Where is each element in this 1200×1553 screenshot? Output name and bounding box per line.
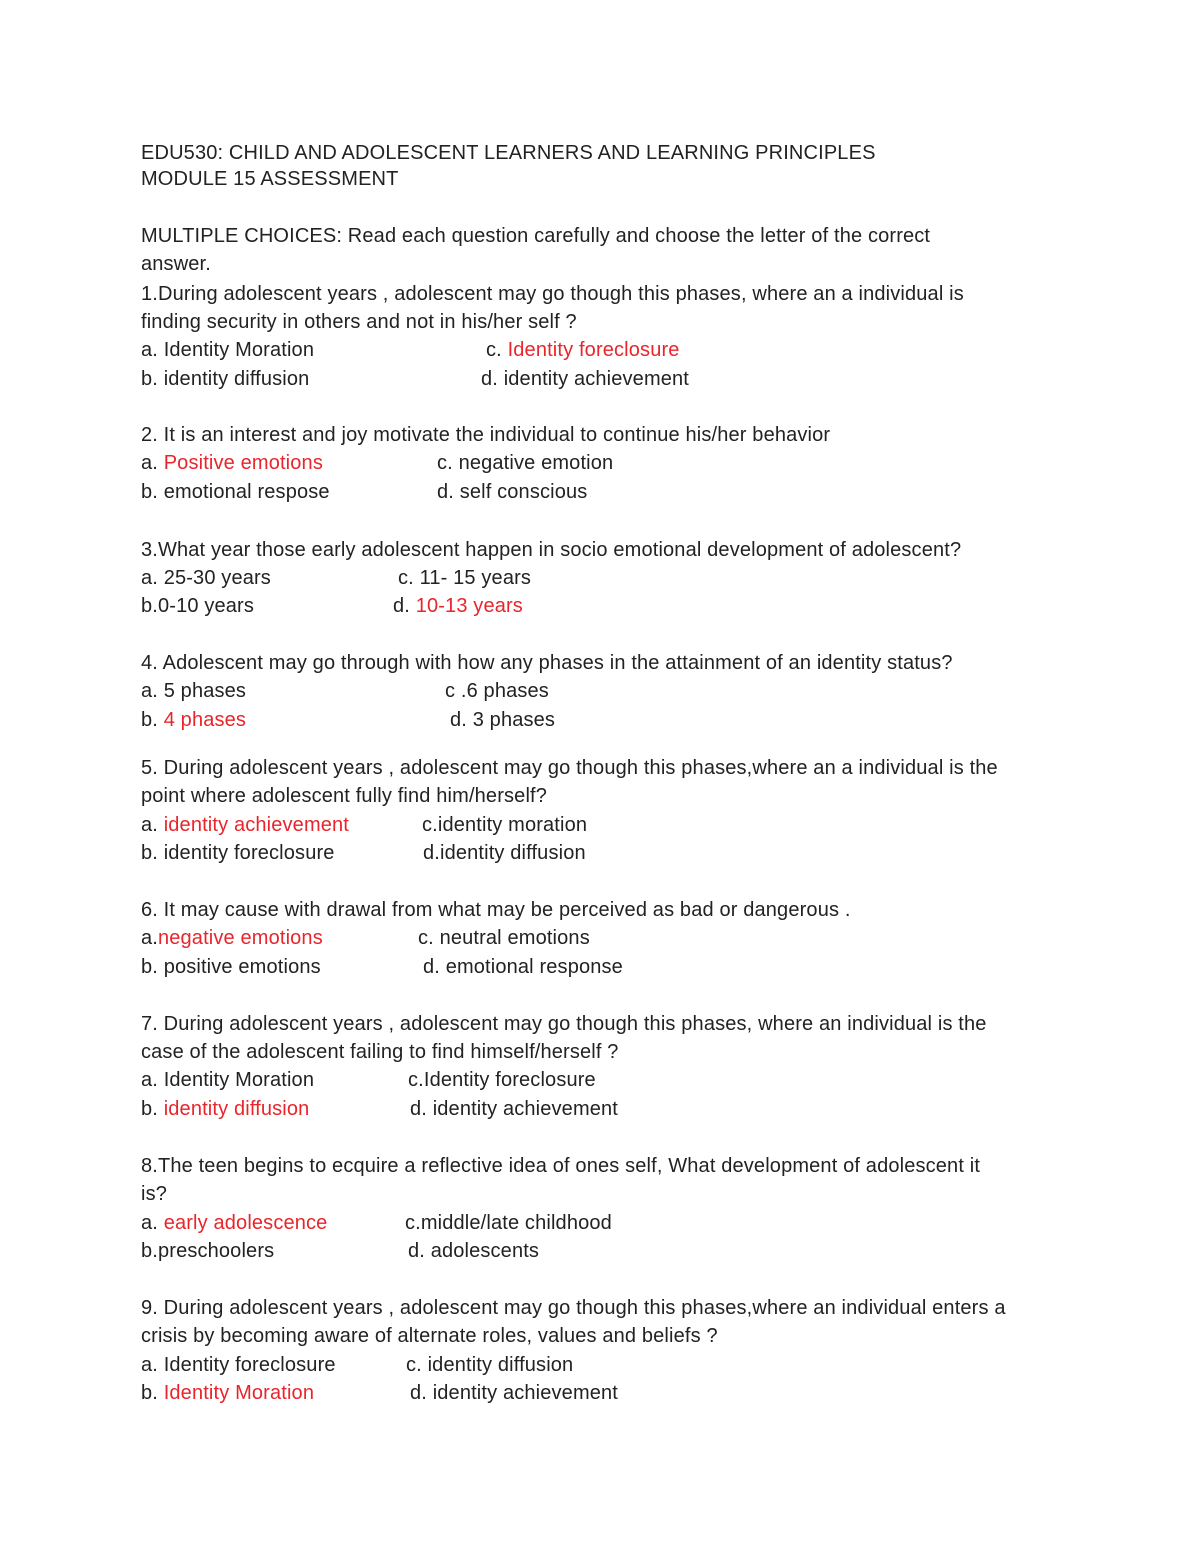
option-letter: a.: [141, 1354, 164, 1376]
option-letter: a.: [141, 814, 164, 836]
question-text: 9. During adolescent years , adolescent may go though this phases,where an individual enters a: [141, 1297, 1006, 1319]
option-text: Identity Moration: [163, 1069, 315, 1091]
option-letter: d.: [450, 709, 473, 731]
option-letter: d.: [410, 1382, 433, 1404]
option-letter: b.: [141, 1382, 164, 1404]
option-letter: b.: [141, 1240, 158, 1262]
option-a: [141, 1353, 336, 1377]
option-d: [423, 841, 586, 865]
option-text: adolescents: [430, 1240, 540, 1262]
option-a: [141, 566, 271, 590]
option-letter: c.: [405, 1212, 421, 1234]
option-c: [445, 679, 549, 703]
option-text-correct: Identity Moration: [163, 1382, 315, 1404]
option-text-correct: Identity foreclosure: [507, 339, 680, 361]
option-letter: a.: [141, 452, 164, 474]
option-letter: c.: [418, 927, 440, 949]
option-c: [422, 813, 587, 837]
option-text: identity achievement: [432, 1098, 619, 1120]
option-d: [437, 480, 587, 504]
option-a: [141, 813, 349, 837]
option-text: 0-10 years: [157, 595, 254, 617]
option-letter: b.: [141, 709, 164, 731]
option-d: [423, 955, 623, 979]
option-b: [141, 1239, 274, 1263]
option-d: [408, 1239, 539, 1263]
option-text-correct: Positive emotions: [163, 452, 323, 474]
option-d: [481, 367, 689, 391]
question-text: 4. Adolescent may go through with how any phases in the attainment of an identity status?: [141, 652, 953, 674]
option-text: negative emotion: [458, 452, 614, 474]
option-text: identity diffusion: [439, 842, 586, 864]
option-a: [141, 1211, 327, 1235]
instructions-line-2: answer.: [141, 253, 211, 275]
option-letter: b.: [141, 956, 164, 978]
question-text: is?: [141, 1183, 168, 1205]
option-letter: c .: [445, 680, 467, 702]
option-text: preschoolers: [157, 1240, 275, 1262]
option-c: [405, 1211, 612, 1235]
option-b: [141, 841, 335, 865]
option-letter: c.: [398, 567, 420, 589]
question-text: 5. During adolescent years , adolescent may go though this phases,where an a individual is the: [141, 757, 998, 779]
question-text: case of the adolescent failing to find himself/herself ?: [141, 1041, 619, 1063]
option-text: identity achievement: [432, 1382, 619, 1404]
option-text: identity achievement: [503, 368, 690, 390]
option-text-correct: 10-13 years: [415, 595, 523, 617]
option-text-correct: 4 phases: [163, 709, 247, 731]
option-text-correct: early adolescence: [163, 1212, 328, 1234]
module-title: MODULE 15 ASSESSMENT: [141, 168, 399, 190]
option-a: [141, 926, 323, 950]
option-b: [141, 1381, 314, 1405]
option-text: identity foreclosure: [163, 842, 335, 864]
option-letter: c.: [408, 1069, 424, 1091]
option-text: emotional response: [445, 956, 623, 978]
option-letter: b.: [141, 368, 164, 390]
option-letter: c.: [486, 339, 508, 361]
option-letter: d.: [437, 481, 460, 503]
option-letter: a.: [141, 927, 158, 949]
option-letter: c.: [406, 1354, 428, 1376]
option-text: identity diffusion: [427, 1354, 574, 1376]
option-text: middle/late childhood: [420, 1212, 612, 1234]
option-text: emotional respose: [163, 481, 330, 503]
option-text: neutral emotions: [439, 927, 590, 949]
option-b: [141, 367, 309, 391]
option-c: [418, 926, 590, 950]
question-text: finding security in others and not in his/her self ?: [141, 311, 577, 333]
option-letter: c.: [422, 814, 438, 836]
option-letter: d.: [410, 1098, 433, 1120]
option-text: 25-30 years: [163, 567, 271, 589]
option-text: Identity foreclosure: [163, 1354, 336, 1376]
option-letter: d.: [423, 842, 440, 864]
option-b: [141, 594, 254, 618]
option-b: [141, 955, 321, 979]
option-text: Identity Moration: [163, 339, 315, 361]
option-letter: d.: [393, 595, 416, 617]
option-d: [410, 1381, 618, 1405]
option-text: positive emotions: [163, 956, 321, 978]
option-letter: d.: [423, 956, 446, 978]
option-b: [141, 708, 246, 732]
option-letter: a.: [141, 680, 164, 702]
option-text: identity moration: [437, 814, 588, 836]
option-letter: b.: [141, 1098, 164, 1120]
option-text: 11- 15 years: [419, 567, 532, 589]
option-text-correct: identity achievement: [163, 814, 350, 836]
option-letter: a.: [141, 1212, 164, 1234]
option-d: [450, 708, 555, 732]
option-letter: a.: [141, 339, 164, 361]
option-c: [486, 338, 680, 362]
option-text: Identity foreclosure: [423, 1069, 596, 1091]
option-a: [141, 679, 246, 703]
instructions-line-1: MULTIPLE CHOICES: Read each question carefully and choose the letter of the correct: [141, 225, 931, 247]
option-letter: d.: [481, 368, 504, 390]
option-b: [141, 1097, 309, 1121]
option-a: [141, 451, 323, 475]
option-letter: d.: [408, 1240, 431, 1262]
question-text: point where adolescent fully find him/herself?: [141, 785, 548, 807]
option-c: [398, 566, 531, 590]
option-text-correct: negative emotions: [157, 927, 323, 949]
option-a: [141, 338, 314, 362]
question-text: 7. During adolescent years , adolescent may go though this phases, where an individual is the: [141, 1013, 987, 1035]
option-c: [406, 1353, 573, 1377]
option-text: 3 phases: [472, 709, 556, 731]
option-letter: a.: [141, 567, 164, 589]
option-text: 5 phases: [163, 680, 247, 702]
option-letter: b.: [141, 595, 158, 617]
option-text: self conscious: [459, 481, 588, 503]
option-c: [408, 1068, 596, 1092]
question-text: 1.During adolescent years , adolescent may go though this phases, where an a individual is: [141, 283, 964, 305]
question-text: 6. It may cause with drawal from what may be perceived as bad or dangerous .: [141, 899, 851, 921]
option-d: [410, 1097, 618, 1121]
option-text: 6 phases: [466, 680, 549, 702]
option-a: [141, 1068, 314, 1092]
option-letter: c.: [437, 452, 459, 474]
option-d: [393, 594, 523, 618]
option-letter: b.: [141, 481, 164, 503]
option-letter: a.: [141, 1069, 164, 1091]
question-text: 2. It is an interest and joy motivate the individual to continue his/her behavior: [141, 424, 831, 446]
question-text: crisis by becoming aware of alternate roles, values and beliefs ?: [141, 1325, 718, 1347]
course-title: EDU530: CHILD AND ADOLESCENT LEARNERS AND LEARNING PRINCIPLES: [141, 142, 876, 164]
question-text: 8.The teen begins to ecquire a reflective idea of ones self, What development of adolescent it: [141, 1155, 981, 1177]
question-text: 3.What year those early adolescent happen in socio emotional development of adolescent?: [141, 539, 962, 561]
option-letter: b.: [141, 842, 164, 864]
option-c: [437, 451, 613, 475]
option-b: [141, 480, 330, 504]
option-text: identity diffusion: [163, 368, 310, 390]
option-text-correct: identity diffusion: [163, 1098, 310, 1120]
